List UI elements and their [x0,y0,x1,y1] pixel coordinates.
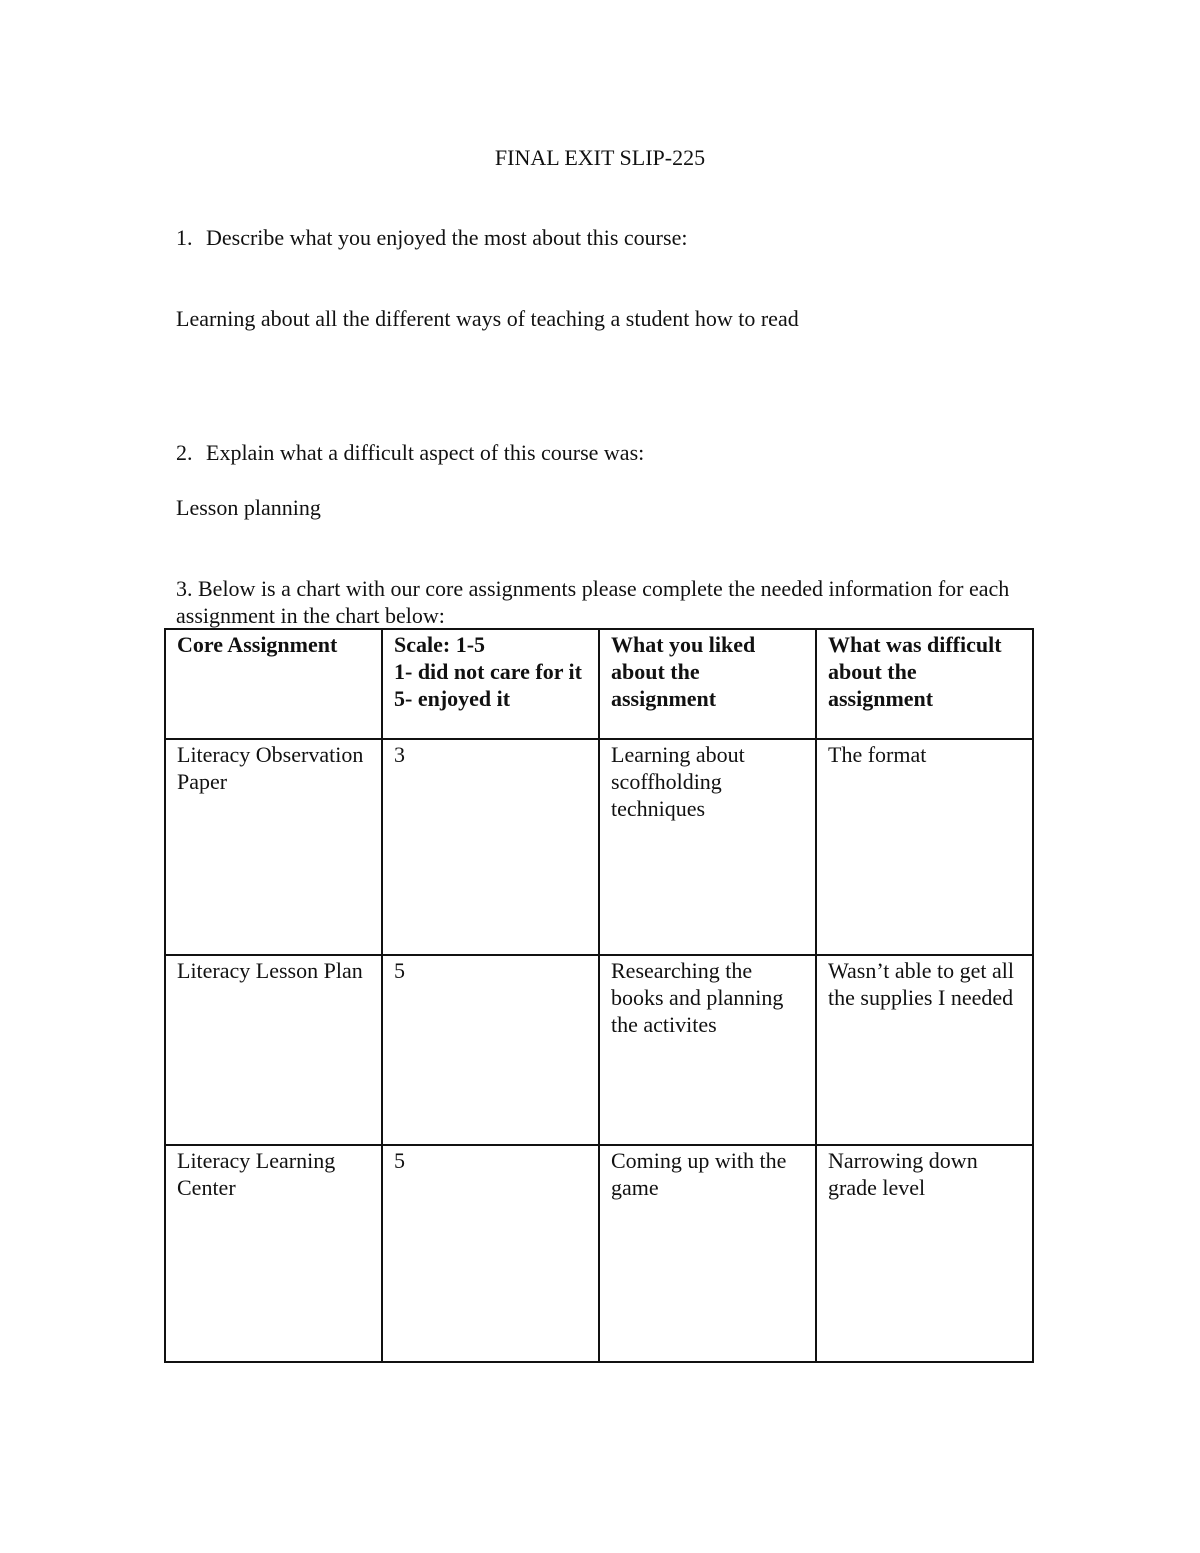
table-row [165,1145,1033,1362]
header-scale [382,629,599,739]
header-liked: What you liked about the assignment [599,629,816,739]
cell-difficult: Wasn’t able to get all the supplies I needed [816,955,1033,1145]
answer-1: Learning about all the different ways of teaching a student how to read [176,306,799,331]
answer-2: Lesson planning [176,495,321,520]
cell-liked: Learning about scoffholding techniques [599,739,816,955]
cell-scale: 3 [382,739,599,955]
table-row [165,955,1033,1145]
cell-scale: 5 [382,1145,599,1362]
table-header-row [165,629,1033,739]
header-difficult: What was difficult about the assignment [816,629,1033,739]
table-row [165,739,1033,955]
question-2 [176,439,644,467]
header-core-assignment: Core Assignment [165,629,382,739]
question-3: 3. Below is a chart with our core assignments please complete the needed information for each assignment in the chart below: [176,576,1010,628]
header-scale-line: 1- did not care for it [394,659,582,684]
header-scale-line: Scale: 1-5 [394,632,486,657]
question-2-text: Explain what a difficult aspect of this course was: [206,440,645,465]
question-2-number: 2. [176,440,193,465]
cell-assignment: Literacy Lesson Plan [165,955,382,1145]
question-1-number: 1. [176,225,193,250]
cell-assignment: Literacy Observation Paper [165,739,382,955]
cell-assignment: Literacy Learning Center [165,1145,382,1362]
cell-difficult: The format [816,739,1033,955]
page-title: FINAL EXIT SLIP-225 [494,145,706,170]
header-scale-line: 5- enjoyed it [394,686,511,711]
cell-scale: 5 [382,955,599,1145]
cell-liked: Coming up with the game [599,1145,816,1362]
cell-liked: Researching the books and planning the activites [599,955,816,1145]
question-1-text: Describe what you enjoyed the most about this course: [206,225,688,250]
assignments-table [164,628,1034,1363]
cell-difficult: Narrowing down grade level [816,1145,1033,1362]
question-1 [176,224,687,252]
